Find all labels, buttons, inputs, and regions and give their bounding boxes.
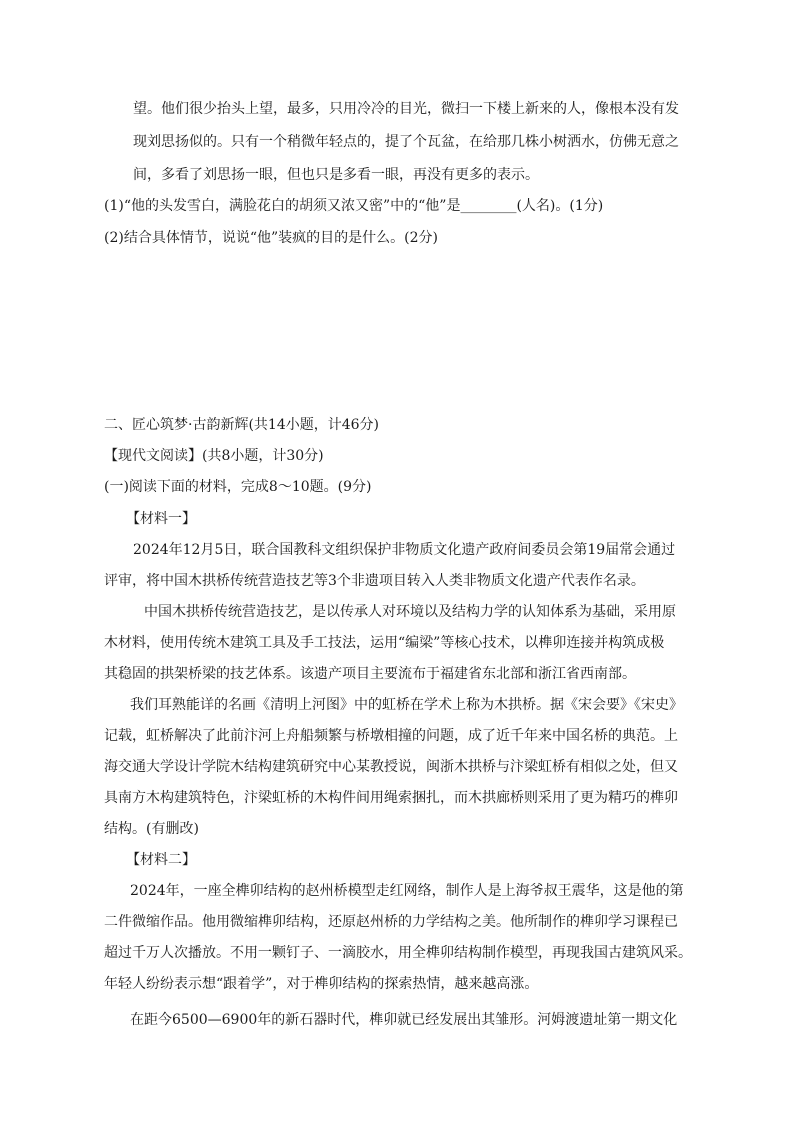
paragraph-line: 海交通大学设计学院木结构建筑研究中心某教授说，闽浙木拱桥与汴梁虹桥有相似之处，但又 [104,759,678,775]
material-heading: 【材料二】 [126,852,196,868]
material-heading: 【材料一】 [126,511,196,527]
paragraph-line: 2024年，一座全榫卯结构的赵州桥模型走红网络，制作人是上海爷叔王震华，这是他的第 [130,883,684,899]
passage-line: 间，多看了刘思扬一眼，但也只是多看一眼，再没有更多的表示。 [133,167,539,183]
section-title: 二、匠心筑梦·古韵新辉(共14小题，计46分) [104,417,380,433]
paragraph-line: 记载，虹桥解决了此前汴河上舟船频繁与桥墩相撞的问题，成了近千年来中国名桥的典范。上 [104,728,678,744]
paragraph-line: 年轻人纷纷表示想“跟着学”，对于榫卯结构的探索热情，越来越高涨。 [104,976,539,992]
reading-instruction: (一)阅读下面的材料，完成8～10题。(9分) [104,479,372,495]
paragraph-line: 中国木拱桥传统营造技艺，是以传承人对环境以及结构力学的认知体系为基础，采用原 [144,604,676,620]
paragraph-line: 我们耳熟能详的名画《清明上河图》中的虹桥在学术上称为木拱桥。据《宋会要》《宋史》 [130,697,683,713]
paragraph-line: 二件微缩作品。他用微缩榫卯结构，还原赵州桥的力学结构之美。他所制作的榫卯学习课程已 [104,914,678,930]
paragraph-line: 在距今6500—6900年的新石器时代，榫卯就已经发展出其雏形。河姆渡遗址第一期文化 [130,1012,678,1028]
question-2: (2)结合具体情节，说说“他”装疯的目的是什么。(2分) [104,230,438,246]
paragraph-line: 结构。(有删改) [104,821,199,837]
paragraph-line: 具南方木构建筑特色，汴梁虹桥的木构件间用绳索捆扎，而木拱廊桥则采用了更为精巧的榫卯 [104,790,678,806]
passage-line: 现刘思扬似的。只有一个稍微年轻点的，提了个瓦盆，在给那几株小树洒水，仿佛无意之 [133,134,679,150]
passage-line: 望。他们很少抬头上望，最多，只用冷冷的目光，微扫一下楼上新来的人，像根本没有发 [133,101,679,117]
paragraph-line: 超过千万人次播放。不用一颗钉子、一滴胶水，用全榫卯结构制作模型，再现我国古建筑风采。 [104,945,692,961]
paragraph-line: 评审，将中国木拱桥传统营造技艺等3个非遗项目转入人类非物质文化遗产代表作名录。 [104,573,645,589]
question-1: (1)“他的头发雪白，满脸花白的胡须又浓又密”中的“他”是________(人名)。(1分) [104,198,604,214]
section-subtitle: 【现代文阅读】(共8小题，计30分) [104,448,324,464]
paragraph-line: 木材料，使用传统木建筑工具及手工技法，运用“编梁”等核心技术，以榫卯连接并构筑成极 [104,635,665,651]
paragraph-line: 2024年12月5日，联合国教科文组织保护非物质文化遗产政府间委员会第19届常会通过 [133,542,676,558]
paragraph-line: 其稳固的拱架桥梁的技艺体系。该遗产项目主要流布于福建省东北部和浙江省西南部。 [104,666,636,682]
